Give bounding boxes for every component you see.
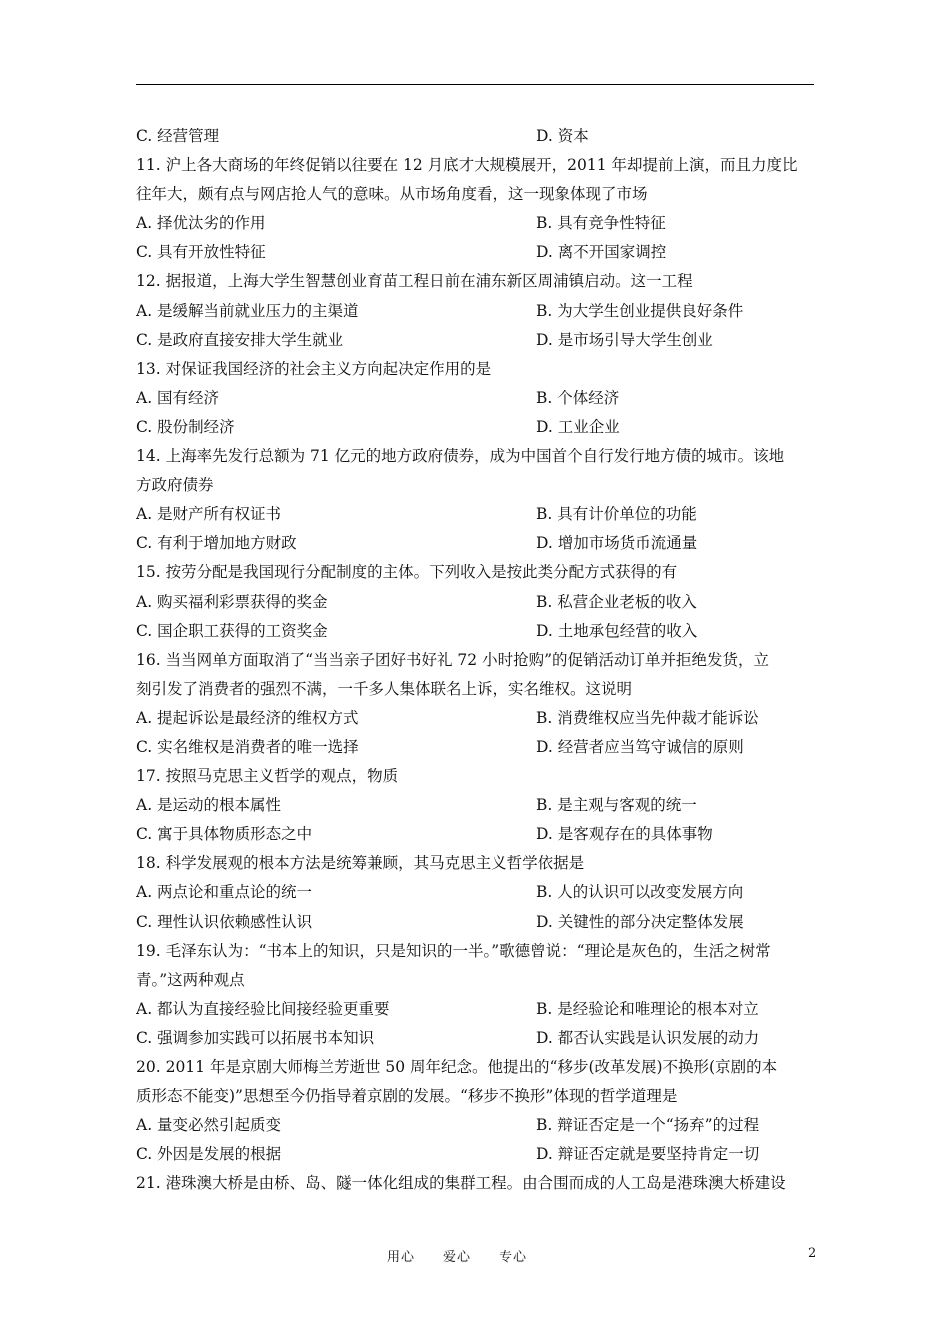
option-right: B. 个体经济 [536, 388, 620, 407]
question-text: 刻引发了消费者的强烈不满，一千多人集体联名上诉，实名维权。这说明 [136, 679, 633, 698]
option-right: D. 离不开国家调控 [536, 243, 667, 262]
option-row [136, 297, 816, 326]
option-left: A. 国有经济 [136, 388, 220, 407]
option-row [136, 209, 816, 238]
option-row [136, 588, 816, 617]
option-row [136, 1024, 816, 1053]
question-text: 12. 据报道，上海大学生智慧创业育苗工程日前在浦东新区周浦镇启动。这一工程 [136, 272, 693, 291]
option-right: B. 是经验论和唯理论的根本对立 [536, 999, 759, 1018]
question-text: 13. 对保证我国经济的社会主义方向起决定作用的是 [136, 359, 492, 378]
question-text: 20. 2011 年是京剧大师梅兰芳逝世 50 周年纪念。他提出的“移步(改革发展)不换形(京剧的本 [136, 1058, 778, 1076]
option-left: C. 股份制经济 [136, 417, 235, 436]
option-row [136, 878, 816, 907]
page-footer [0, 1246, 950, 1270]
option-right: D. 辩证否定就是要坚持肯定一切 [536, 1145, 760, 1164]
option-left: C. 国企职工获得的工资奖金 [136, 621, 328, 640]
option-row [136, 500, 816, 529]
question-text: 方政府债券 [136, 476, 214, 495]
question-text: 质形态不能变)”思想至今仍指导着京剧的发展。“移步不换形”体现的哲学道理是 [136, 1087, 678, 1106]
option-right: D. 是市场引导大学生创业 [536, 330, 713, 349]
option-row [136, 704, 816, 733]
option-left: A. 是财产所有权证书 [136, 505, 282, 524]
question-text: 青。”这两种观点 [136, 970, 245, 989]
footer-motto-2: 爱心 [443, 1250, 472, 1265]
option-left: C. 经营管理 [136, 127, 220, 145]
option-right: B. 私营企业老板的收入 [536, 592, 697, 611]
option-right: D. 工业企业 [536, 417, 620, 436]
option-right: D. 是客观存在的具体事物 [536, 825, 713, 844]
option-left: A. 购买福利彩票获得的奖金 [136, 592, 328, 611]
option-row [136, 820, 816, 849]
option-row [136, 791, 816, 820]
option-left: C. 具有开放性特征 [136, 243, 266, 262]
option-row [136, 413, 816, 442]
footer-motto-3: 专心 [499, 1250, 528, 1265]
question-text: 19. 毛泽东认为：“书本上的知识，只是知识的一半。”歌德曾说：“理论是灰色的，生活之树常 [136, 941, 771, 960]
option-left: A. 提起诉讼是最经济的维权方式 [136, 708, 359, 727]
option-row [136, 908, 816, 937]
question-text: 11. 沪上各大商场的年终促销以往要在 12 月底才大规模展开，2011 年却提前上演，而且力度比 [136, 156, 798, 175]
option-row [136, 326, 816, 355]
option-row [136, 1111, 816, 1140]
question-text: 21. 港珠澳大桥是由桥、岛、隧一体化组成的集群工程。由合围而成的人工岛是港珠澳大桥建设 [136, 1174, 786, 1193]
option-row [136, 122, 816, 151]
option-row [136, 617, 816, 646]
option-left: A. 两点论和重点论的统一 [136, 883, 313, 902]
option-right: B. 辩证否定是一个“扬弃”的过程 [536, 1116, 760, 1135]
option-left: C. 有利于增加地方财政 [136, 534, 297, 553]
option-left: C. 实名维权是消费者的唯一选择 [136, 737, 359, 756]
footer-motto [387, 1246, 555, 1265]
option-left: C. 外因是发展的根据 [136, 1145, 282, 1164]
question-text: 14. 上海率先发行总额为 71 亿元的地方政府债券，成为中国首个自行发行地方债的城市。该地 [136, 447, 785, 466]
question-text: 15. 按劳分配是我国现行分配制度的主体。下列收入是按此类分配方式获得的有 [136, 563, 678, 582]
option-left: A. 是缓解当前就业压力的主渠道 [136, 301, 359, 320]
option-right: B. 为大学生创业提供良好条件 [536, 301, 744, 320]
option-right: B. 是主观与客观的统一 [536, 796, 697, 815]
header-rule [136, 84, 814, 85]
document-body [136, 122, 816, 1198]
question-text: 往年大，颇有点与网店抢人气的意味。从市场角度看，这一现象体现了市场 [136, 185, 648, 204]
option-row [136, 1140, 816, 1169]
option-row [136, 995, 816, 1024]
option-right: D. 土地承包经营的收入 [536, 621, 698, 640]
option-left: C. 理性认识依赖感性认识 [136, 912, 313, 931]
footer-motto-1: 用心 [387, 1250, 416, 1265]
option-right: D. 资本 [536, 127, 589, 145]
option-row [136, 238, 816, 267]
option-left: A. 择优汰劣的作用 [136, 214, 266, 233]
option-row [136, 384, 816, 413]
option-left: C. 强调参加实践可以拓展书本知识 [136, 1028, 375, 1047]
option-row [136, 733, 816, 762]
option-left: A. 是运动的根本属性 [136, 796, 282, 815]
option-right: B. 消费维权应当先仲裁才能诉讼 [536, 708, 759, 727]
question-text: 16. 当当网单方面取消了“当当亲子团好书好礼 72 小时抢购”的促销活动订单并拒绝发货，立 [136, 650, 770, 669]
option-right: B. 具有竞争性特征 [536, 214, 666, 233]
option-row [136, 529, 816, 558]
option-right: B. 具有计价单位的功能 [536, 505, 697, 524]
page-number: 2 [808, 1246, 817, 1261]
option-right: D. 都否认实践是认识发展的动力 [536, 1028, 760, 1047]
option-right: D. 经营者应当笃守诚信的原则 [536, 737, 744, 756]
option-left: A. 都认为直接经验比间接经验更重要 [136, 999, 390, 1018]
option-right: D. 增加市场货币流通量 [536, 534, 698, 553]
option-left: A. 量变必然引起质变 [136, 1116, 282, 1135]
option-right: B. 人的认识可以改变发展方向 [536, 883, 744, 902]
option-left: C. 寓于具体物质形态之中 [136, 825, 313, 844]
option-right: D. 关键性的部分决定整体发展 [536, 912, 744, 931]
question-text: 18. 科学发展观的根本方法是统筹兼顾，其马克思主义哲学依据是 [136, 854, 585, 873]
option-left: C. 是政府直接安排大学生就业 [136, 330, 344, 349]
question-text: 17. 按照马克思主义哲学的观点，物质 [136, 767, 399, 786]
